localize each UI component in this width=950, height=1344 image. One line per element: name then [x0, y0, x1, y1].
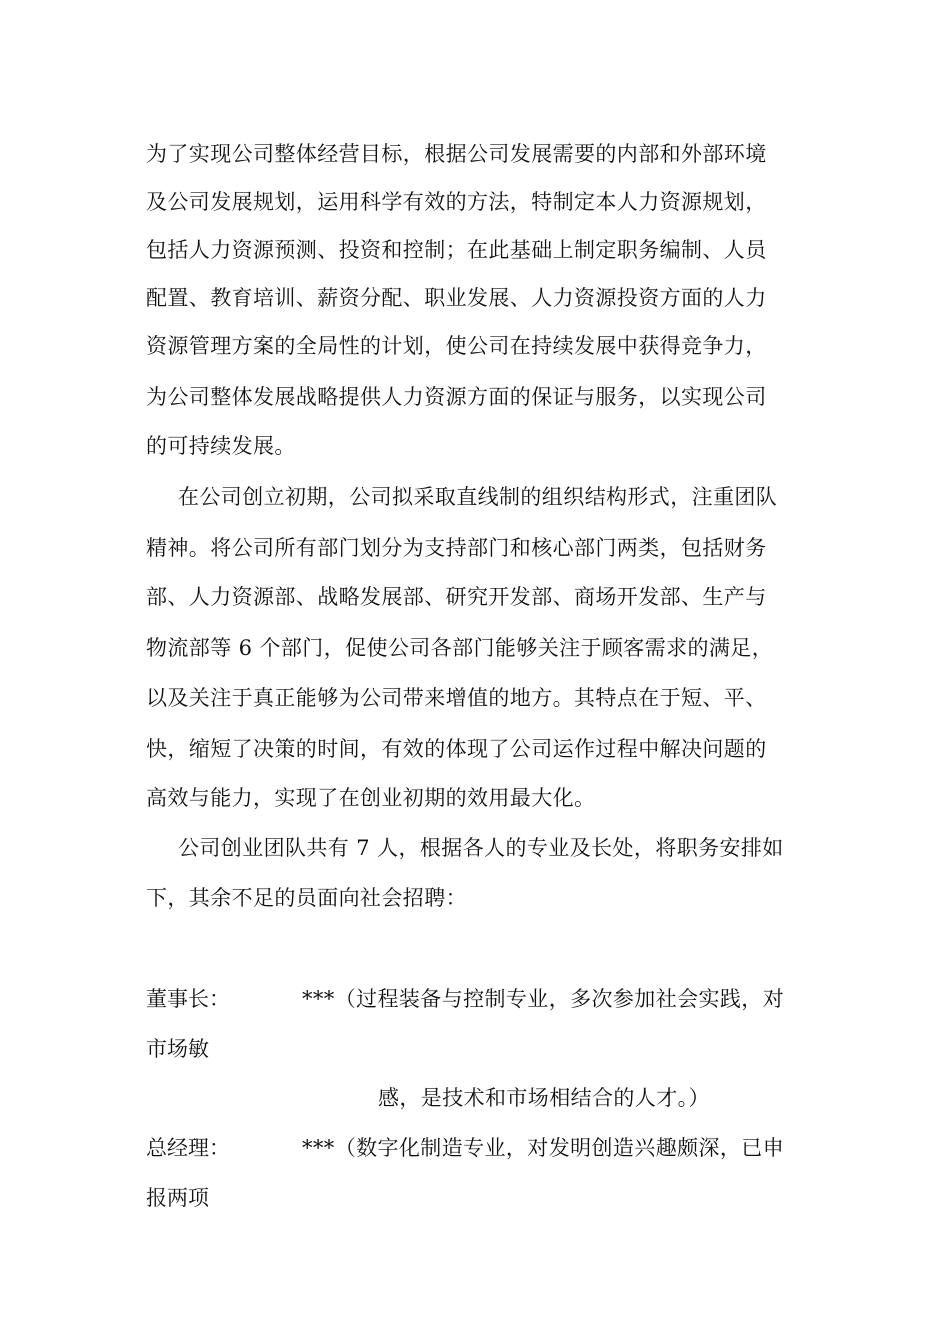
role-description: ***（过程装备与控制专业，多次参加社会实践，对: [302, 987, 785, 1011]
text-line: 包括人力资源预测、投资和控制；在此基础上制定职务编制、人员: [146, 238, 767, 262]
text-line: 为公司整体发展战略提供人力资源方面的保证与服务，以实现公司: [146, 385, 767, 409]
role-description-wrap: 市场敏: [146, 1037, 209, 1061]
role-label: 董事长：: [146, 987, 230, 1011]
text-line: 下，其余不足的员面向社会招聘：: [146, 886, 467, 910]
text-line: 公司创业团队共有 7 人，根据各人的专业及长处，将职务安排如: [178, 836, 784, 860]
text-line: 高效与能力，实现了在创业初期的效用最大化。: [146, 786, 596, 810]
text-line: 以及关注于真正能够为公司带来增值的地方。其特点在于短、平、: [146, 686, 767, 710]
role-description-continuation: 感，是技术和市场相结合的人才。）: [378, 1086, 710, 1110]
text-line: 物流部等 6 个部门，促使公司各部门能够关注于顾客需求的满足，: [146, 636, 774, 660]
text-line: 配置、教育培训、薪资分配、职业发展、人力资源投资方面的人力: [146, 286, 767, 310]
text-line: 部、人力资源部、战略发展部、研究开发部、商场开发部、生产与: [146, 585, 767, 609]
text-line: 资源管理方案的全局性的计划，使公司在持续发展中获得竞争力，: [146, 334, 767, 358]
role-description-wrap: 报两项: [146, 1186, 209, 1210]
text-line: 在公司创立初期，公司拟采取直线制的组织结构形式，注重团队: [178, 485, 778, 509]
text-line: 为了实现公司整体经营目标，根据公司发展需要的内部和外部环境: [146, 142, 767, 166]
text-line: 及公司发展规划，运用科学有效的方法，特制定本人力资源规划，: [146, 190, 767, 214]
text-line: 的可持续发展。: [146, 434, 296, 458]
text-line: 精神。将公司所有部门划分为支持部门和核心部门两类，包括财务: [146, 536, 767, 560]
role-description: ***（数字化制造专业，对发明创造兴趣颇深，已申: [302, 1136, 785, 1160]
text-line: 快，缩短了决策的时间，有效的体现了公司运作过程中解决问题的: [146, 737, 767, 761]
role-label: 总经理：: [146, 1136, 230, 1160]
